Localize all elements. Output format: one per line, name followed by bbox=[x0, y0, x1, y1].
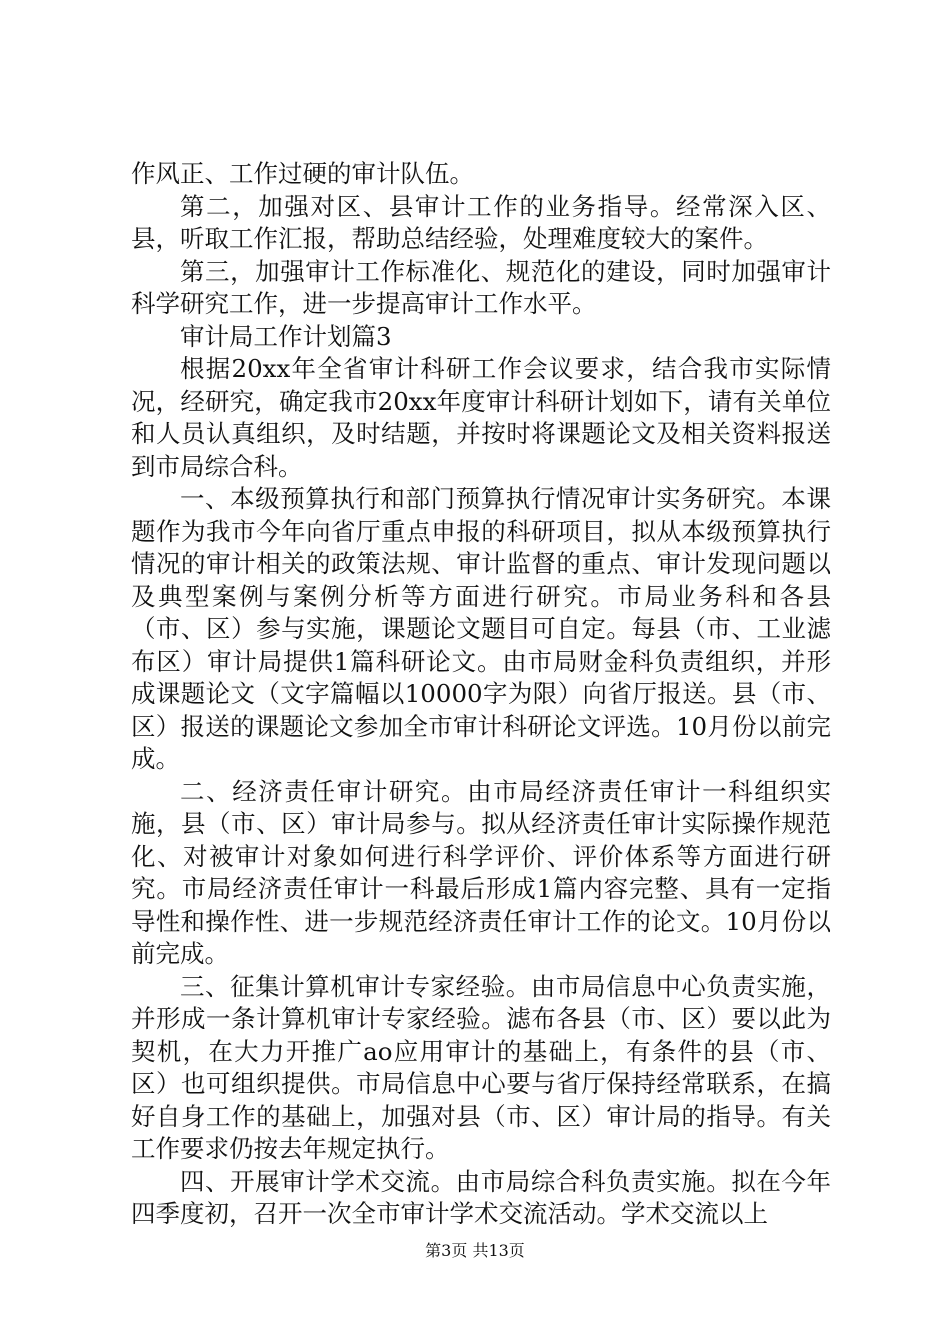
paragraph: 作风正、工作过硬的审计队伍。 bbox=[131, 159, 474, 188]
page-number-footer: 第3页 共13页 bbox=[425, 1241, 525, 1260]
paragraph: 二、经济责任审计研究。由市局经济责任审计一科组织实施，县（市、区）审计局参与。拟从经济责任审计实际操作规范化、对被审计对象如何进行科学评价、评价体系等方面进行研究。市局经济责任审计一科最后形成1篇内容完整、具有一定指导性和操作性、进一步规范经济责任审计工作的论文。10月份以前完成。 bbox=[131, 776, 831, 968]
paragraph: 一、本级预算执行和部门预算执行情况审计实务研究。本课题作为我市今年向省厅重点申报的科研项目，拟从本级预算执行情况的审计相关的政策法规、审计监督的重点、审计发现问题以及典型案例与案例分析等方面进行研究。市局业务科和各县（市、区）参与实施，课题论文题目可自定。每县（市、工业滤布区）审计局提供1篇科研论文。由市局财金科负责组织，并形成课题论文（文字篇幅以10000字为限）向省厅报送。县（市、区）报送的课题论文参加全市审计科研论文评选。10月份以前完成。 bbox=[131, 484, 831, 773]
paragraph: 四、开展审计学术交流。由市局综合科负责实施。拟在今年四季度初，召开一次全市审计学术交流活动。学术交流以上 bbox=[131, 1166, 831, 1228]
paragraph: 三、征集计算机审计专家经验。由市局信息中心负责实施，并形成一条计算机审计专家经验。滤布各县（市、区）要以此为契机，在大力开推广ao应用审计的基础上，有条件的县（市、区）也可组织提供。市局信息中心要与省厅保持经常联系，在搞好自身工作的基础上，加强对县（市、区）审计局的指导。有关工作要求仍按去年规定执行。 bbox=[131, 971, 831, 1163]
paragraph: 第三，加强审计工作标准化、规范化的建设，同时加强审计科学研究工作，进一步提高审计工作水平。 bbox=[131, 256, 831, 318]
paragraph: 根据20xx年全省审计科研工作会议要求，结合我市实际情况，经研究，确定我市20xx年度审计科研计划如下，请有关单位和人员认真组织，及时结题，并按时将课题论文及相关资料报送到市局综合科。 bbox=[131, 354, 831, 481]
document-body bbox=[131, 158, 831, 1231]
section-heading: 审计局工作计划篇3 bbox=[180, 321, 392, 351]
paragraph: 第二，加强对区、县审计工作的业务指导。经常深入区、县，听取工作汇报，帮助总结经验，处理难度较大的案件。 bbox=[131, 191, 831, 253]
